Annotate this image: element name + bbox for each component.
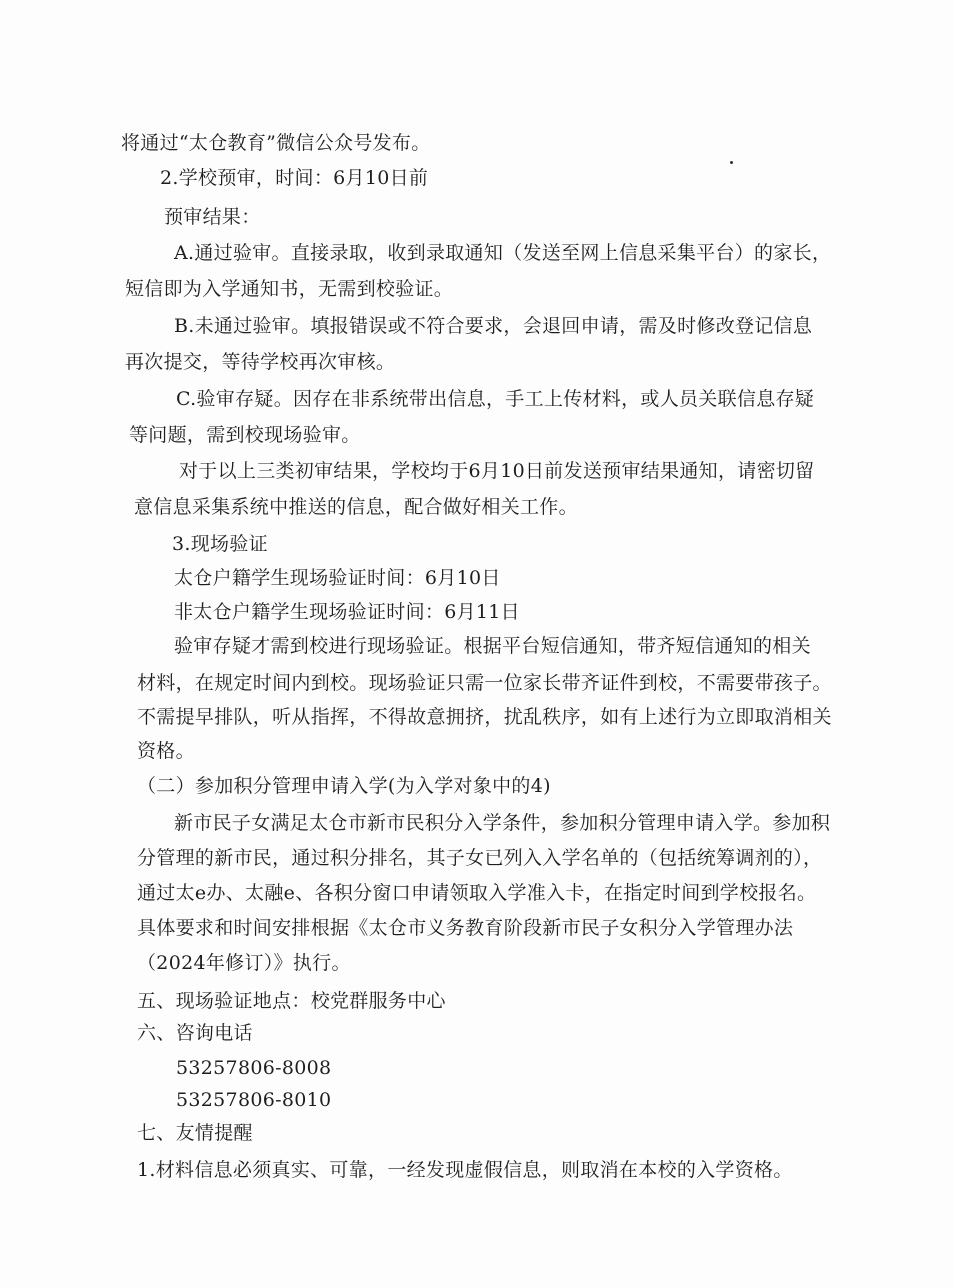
text-line: 意信息采集系统中推送的信息，配合做好相关工作。 xyxy=(134,496,578,518)
text-line: 验审存疑才需到校进行现场验证。根据平台短信通知，带齐短信通知的相关 xyxy=(174,635,811,657)
text-line: 再次提交，等待学校再次审核。 xyxy=(125,351,396,373)
phone-number: 53257806-8010 xyxy=(176,1089,332,1111)
phone-number: 53257806-8008 xyxy=(176,1057,332,1079)
scan-speck xyxy=(730,161,733,164)
text-line: 对于以上三类初审结果，学校均于6月10日前发送预审结果通知，请密切留 xyxy=(179,460,815,482)
section-heading: 2.学校预审，时间：6月10日前 xyxy=(160,167,429,189)
text-line: 等问题，需到校现场验审。 xyxy=(129,424,361,446)
text-line: 1.材料信息必须真实、可靠，一经发现虚假信息，则取消在本校的入学资格。 xyxy=(137,1159,793,1181)
section-heading: 七、友情提醒 xyxy=(137,1122,253,1144)
section-heading: 3.现场验证 xyxy=(172,533,268,555)
section-heading: 五、现场验证地点：校党群服务中心 xyxy=(137,990,446,1012)
text-line: B.未通过验审。填报错误或不符合要求，会退回申请，需及时修改登记信息 xyxy=(174,315,813,337)
text-line: 预审结果： xyxy=(164,206,261,228)
text-line: 具体要求和时间安排根据《太仓市义务教育阶段新市民子女积分入学管理办法 xyxy=(137,917,794,939)
section-heading: 六、咨询电话 xyxy=(137,1022,253,1044)
text-line: 资格。 xyxy=(137,740,195,762)
text-line: 材料，在规定时间内到校。现场验证只需一位家长带齐证件到校，不需要带孩子。 xyxy=(137,672,832,694)
text-line: 非太仓户籍学生现场验证时间：6月11日 xyxy=(174,601,520,623)
text-line: 新市民子女满足太仓市新市民积分入学条件，参加积分管理申请入学。参加积 xyxy=(174,812,831,834)
text-line: 不需提早排队，听从指挥，不得故意拥挤，扰乱秩序，如有上述行为立即取消相关 xyxy=(137,706,832,728)
text-line: 太仓户籍学生现场验证时间：6月10日 xyxy=(174,567,501,589)
text-line: （2024年修订）》执行。 xyxy=(137,952,351,974)
text-line: 将通过“太仓教育”微信公众号发布。 xyxy=(121,132,431,154)
text-line: 分管理的新市民，通过积分排名，其子女已列入入学名单的（包括统筹调剂的）， xyxy=(137,847,823,869)
text-line: A.通过验审。直接录取，收到录取通知（发送至网上信息采集平台）的家长， xyxy=(174,242,832,264)
text-line: 通过太e办、太融e、各积分窗口申请领取入学准入卡，在指定时间到学校报名。 xyxy=(137,882,817,904)
text-line: C.验审存疑。因存在非系统带出信息，手工上传材料，或人员关联信息存疑 xyxy=(176,388,815,410)
section-heading: （二）参加积分管理申请入学(为入学对象中的4) xyxy=(137,775,551,797)
text-line: 短信即为入学通知书，无需到校验证。 xyxy=(125,278,454,300)
